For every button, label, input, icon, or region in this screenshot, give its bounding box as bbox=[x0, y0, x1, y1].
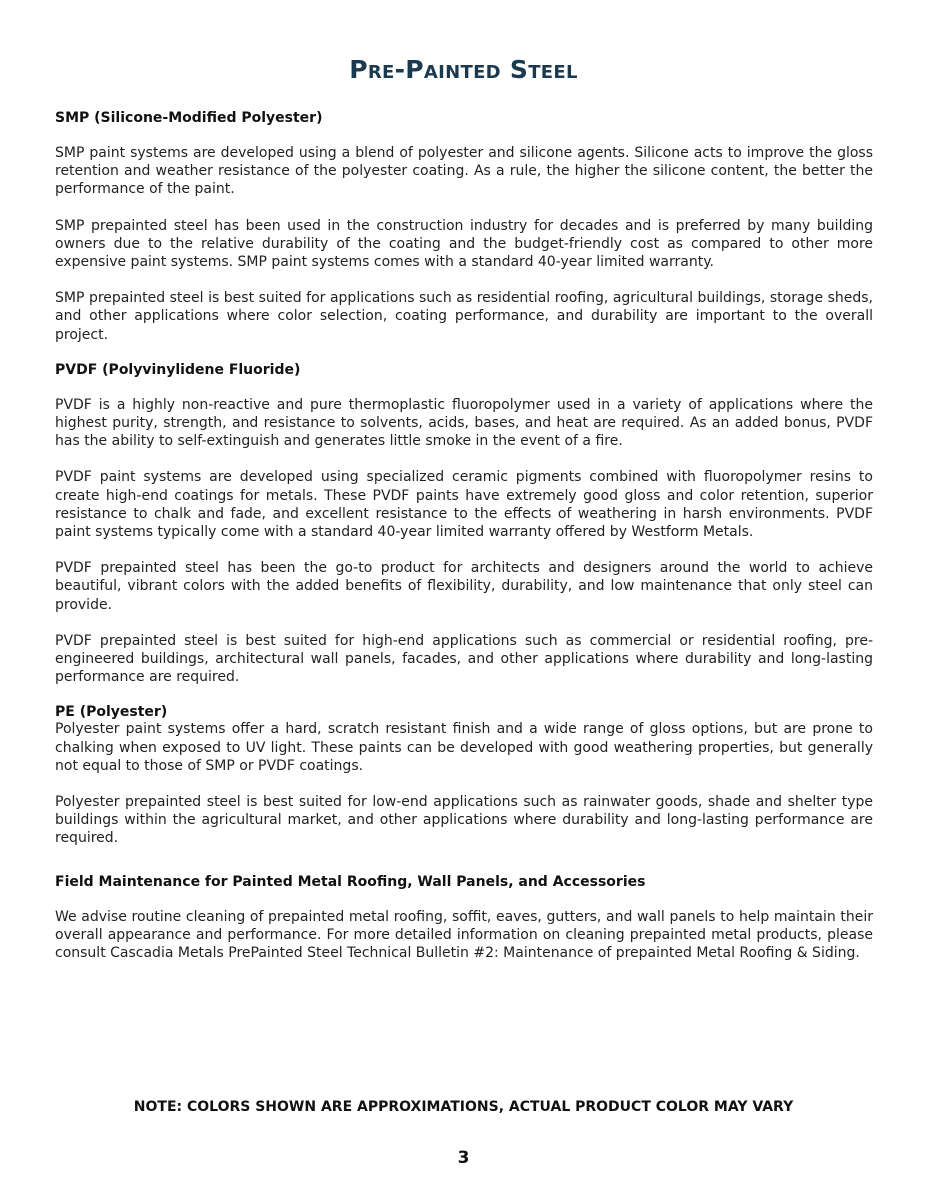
smp-paragraph-1: SMP paint systems are developed using a blend of polyester and silicone agents. Silicone acts to improve the gloss retention and weather resistance of the polyester coating. As a rule, the higher the silicone content, the better the performance of the paint. bbox=[55, 145, 873, 198]
smp-paragraph-2: SMP prepainted steel has been used in the construction industry for decades and is preferred by many building owners due to the relative durability of the coating and the budget-friendly cost as compared to other more expensive paint systems. SMP paint systems comes with a standard 40-year limited warranty. bbox=[55, 217, 873, 271]
pe-paragraph-1: Polyester paint systems offer a hard, scratch resistant finish and a wide range of gloss options, but are prone to chalking when exposed to UV light. These paints can be developed with good weathering properties, but generally not equal to those of SMP or PVDF coatings. bbox=[55, 721, 873, 774]
pvdf-heading: PVDF (Polyvinylidene Fluoride) bbox=[55, 361, 301, 378]
pe-heading: PE (Polyester) bbox=[55, 704, 168, 721]
maintenance-paragraph-1: We advise routine cleaning of prepainted metal roofing, soffit, eaves, gutters, and wall panels to help maintain their overall appearance and performance. For more detailed information on cleaning prepainted metal products, please consult Cascadia Metals PrePainted Steel Technical Bulletin #2: Maintenance of prepainted Metal Roofing & Siding. bbox=[55, 908, 873, 962]
smp-paragraph-3: SMP prepainted steel is best suited for applications such as residential roofing, agricultural buildings, storage sheds, and other applications where color selection, coating performance, and durability are important to the overall project. bbox=[55, 290, 873, 343]
page-title: Pre-Painted Steel bbox=[349, 55, 578, 84]
maintenance-heading: Field Maintenance for Painted Metal Roofing, Wall Panels, and Accessories bbox=[55, 873, 646, 890]
page-content bbox=[55, 110, 873, 962]
pvdf-paragraph-4: PVDF prepainted steel is best suited for high-end applications such as commercial or residential roofing, pre-engineered buildings, architectural wall panels, facades, and other applications where durability and long-lasting performance are required. bbox=[55, 632, 873, 686]
pe-paragraph-2: Polyester prepainted steel is best suited for low-end applications such as rainwater goods, shade and shelter type buildings within the agricultural market, and other applications where durability and long-lasting performance are required. bbox=[55, 794, 873, 847]
pvdf-paragraph-1: PVDF is a highly non-reactive and pure thermoplastic fluoropolymer used in a variety of applications where the highest purity, strength, and resistance to solvents, acids, bases, and heat are required. As an added bonus, PVDF has the ability to self-extinguish and generates little smoke in the event of a fire. bbox=[55, 396, 873, 450]
smp-heading: SMP (Silicone-Modified Polyester) bbox=[55, 110, 323, 126]
pvdf-paragraph-2: PVDF paint systems are developed using specialized ceramic pigments combined with fluoropolymer resins to create high-end coatings for metals. These PVDF paints have extremely good gloss and color retention, superior resistance to chalk and fade, and excellent resistance to the effects of weathering in harsh environments. PVDF paint systems typically come with a standard 40-year limited warranty offered by Westform Metals. bbox=[55, 469, 873, 541]
color-disclaimer-note: NOTE: COLORS SHOWN ARE APPROXIMATIONS, ACTUAL PRODUCT COLOR MAY VARY bbox=[133, 1099, 794, 1115]
pvdf-paragraph-3: PVDF prepainted steel has been the go-to product for architects and designers around the world to achieve beautiful, vibrant colors with the added benefits of flexibility, durability, and low maintenance that only steel can provide. bbox=[55, 560, 873, 613]
page-number: 3 bbox=[457, 1148, 470, 1168]
